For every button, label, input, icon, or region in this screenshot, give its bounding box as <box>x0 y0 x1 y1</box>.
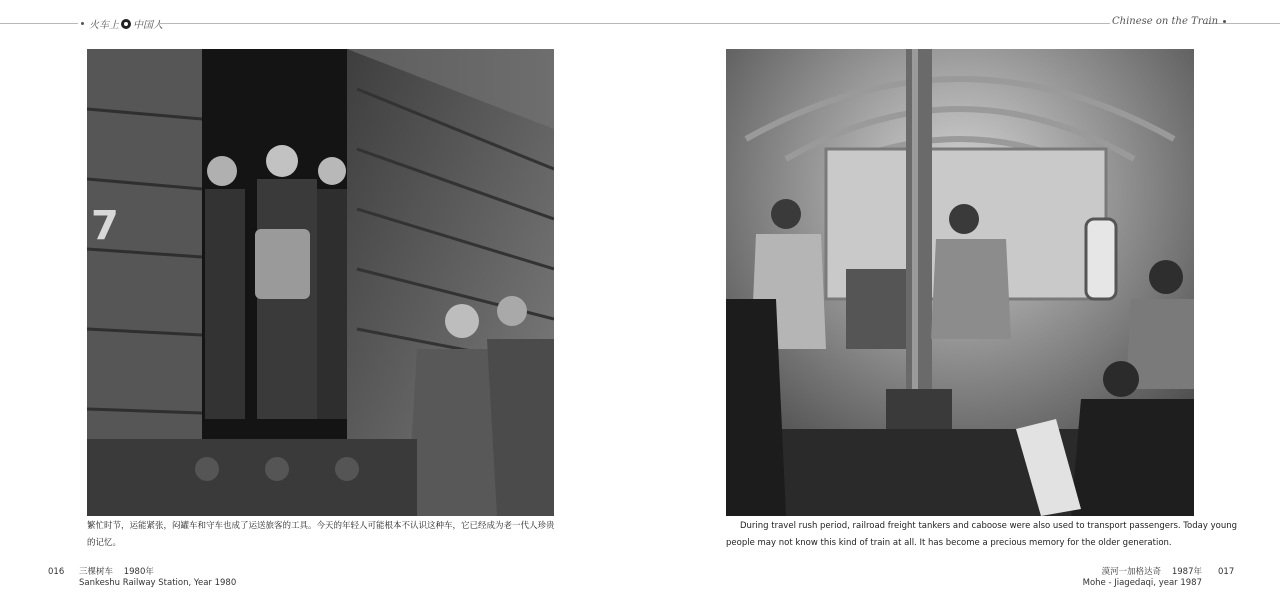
freight-car-illustration <box>87 49 554 516</box>
caption-left: 繁忙时节，运能紧张，闷罐车和守车也成了运送旅客的工具。今天的年轻人可能根本不认识这种车，它已经成为老一代人珍贵的记忆。 <box>87 521 555 548</box>
photo-credit-left <box>79 567 236 589</box>
photo-caboose-interior <box>726 49 1194 516</box>
location-en-right: Mohe - Jiagedaqi, year 1987 <box>1082 578 1202 588</box>
header-title-part1: 火车上 <box>89 20 119 31</box>
header-title-right: Chinese on the Train <box>1112 16 1219 27</box>
header-title-part2: 中国人 <box>133 20 163 31</box>
location-en-left: Sankeshu Railway Station, Year 1980 <box>79 578 237 588</box>
location-cn-right: 漠河一加格达奇 <box>1101 567 1162 577</box>
running-header-left <box>76 16 163 31</box>
photo-freight-car <box>87 49 554 516</box>
running-header-right <box>1112 16 1231 27</box>
svg-text:7: 7 <box>91 203 119 249</box>
caption-right-line1: During travel rush period, railroad freight tankers and caboose were also used to transport passengers. Today young <box>740 521 1237 531</box>
page-number-left: 016 <box>48 567 65 577</box>
year-cn-left: 1980年 <box>123 567 154 577</box>
header-rule <box>160 23 640 24</box>
header-rule <box>640 23 1110 24</box>
caption-right <box>726 518 1237 552</box>
photo-credit-right <box>1075 567 1202 589</box>
location-cn-left: 三棵树车 <box>79 567 114 577</box>
caption-right-line2: people may not know this kind of train at all. It has become a precious memory for the older generation. <box>726 538 1172 548</box>
year-cn-right: 1987年 <box>1171 567 1202 577</box>
right-page <box>640 0 1280 614</box>
bullet-icon <box>1223 20 1226 23</box>
bullet-icon <box>81 22 84 25</box>
caboose-interior-illustration <box>726 49 1194 516</box>
header-rule <box>0 23 78 24</box>
circle-logo-icon <box>121 19 131 29</box>
page-number-right: 017 <box>1218 567 1235 577</box>
